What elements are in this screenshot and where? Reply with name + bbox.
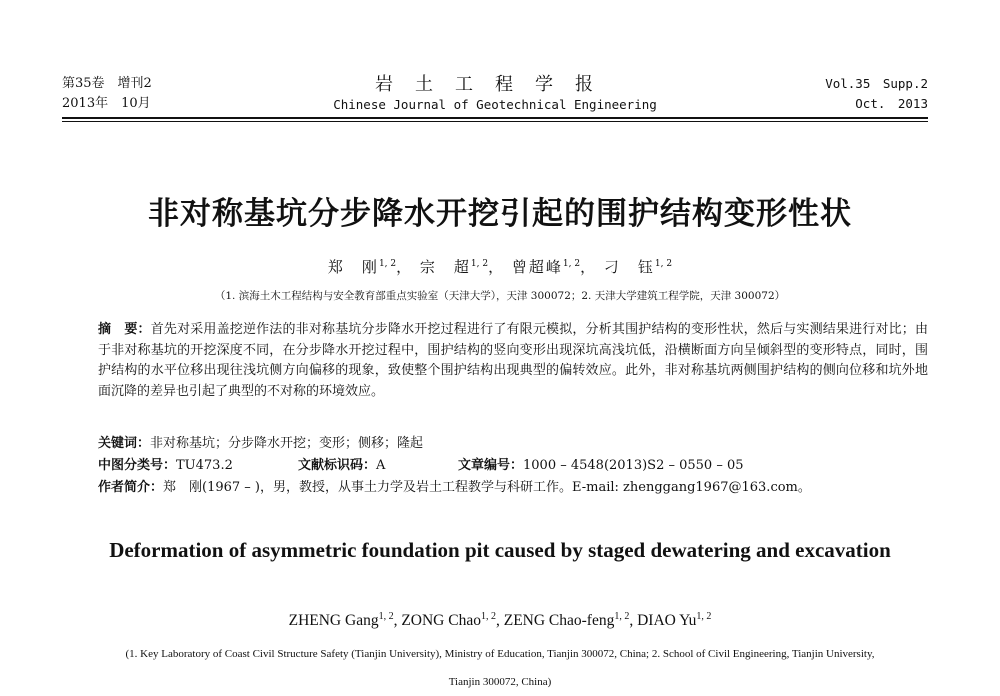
article-number-label: 文章编号：: [458, 458, 524, 473]
author-en: ZENG Chao-feng: [503, 612, 615, 630]
author-affiliation-mark: 1, 2: [696, 611, 712, 622]
clc-value: TU473.2: [176, 458, 233, 473]
author-en: ZONG Chao: [401, 612, 481, 630]
abstract-label: 摘 要：: [98, 322, 151, 337]
journal-name-en: Chinese Journal of Geotechnical Engineering: [333, 97, 657, 112]
volume-info-en: [825, 74, 928, 114]
affiliation-en: (1. Key Laboratory of Coast Civil Structure Safety (Tianjin University), Ministry of Education, Tianjin 300072, China; 2. School of Civil Engineering, Tianjin University, Tianjin 300072, China): [125, 648, 875, 688]
author-cn: 刁 钰: [603, 258, 655, 276]
classification-line: [98, 456, 928, 476]
author-affiliation-mark: 1, 2: [378, 259, 397, 269]
journal-name: [62, 74, 928, 114]
header-rule-thick: [62, 117, 928, 119]
author-cn: 曾超峰: [511, 258, 563, 276]
author-bio-label: 作者简介：: [98, 480, 164, 495]
author-cn: 宗 超: [419, 258, 471, 276]
paper-title-cn: 非对称基坑分步降水开挖引起的围护结构变形性状: [148, 196, 852, 232]
doc-code-value: A: [376, 458, 386, 473]
author-affiliation-mark: 1, 2: [562, 259, 581, 269]
abstract-cn: [98, 320, 928, 402]
volume-issue-en: Vol.35 Supp.2: [825, 76, 928, 91]
keywords-text: 非对称基坑；分步降水开挖；变形；侧移；隆起: [150, 436, 424, 451]
header-rule-thin: [62, 121, 928, 122]
abstract-text: 首先对采用盖挖逆作法的非对称基坑分步降水开挖过程进行了有限元模拟，分析其围护结构的变形性状，然后与实测结果进行对比；由于非对称基坑的开挖深度不同，在分步降水开挖过程中，围护结构的竖向变形出现深坑高浅坑低，沿横断面方向呈倾斜型的变形特点，同时，围护结构的水平位移出现往浅坑侧方向偏移的现象，致使整个围护结构出现典型的偏转效应。此外，非对称基坑两侧围护结构的侧向位移和坑外地面沉降的差异也引起了典型的不对称的环境效应。: [98, 322, 928, 399]
author-en: DIAO Yu: [637, 612, 697, 630]
issue-date-cn: 2013年 10月: [62, 96, 151, 111]
author-affiliation-mark: 1, 2: [470, 259, 489, 269]
author-list-cn: 郑 刚$^{1, 2}$， 宗 超$^{1, 2}$， 曾超峰$^{1, 2}$， 刁 钰$^{1, 2}$: [327, 258, 673, 276]
journal-name-cn: 岩土工程学报: [375, 74, 615, 95]
author-affiliation-mark: 1, 2: [654, 259, 673, 269]
issue-date-en: Oct. 2013: [855, 96, 928, 111]
keywords-label: 关键词：: [98, 436, 151, 451]
author-affiliation-mark: 1, 2: [614, 611, 630, 622]
keywords: [98, 434, 928, 454]
article-number-value: 1000 – 4548(2013)S2 – 0550 – 05: [523, 458, 744, 473]
author-list-en: ZHENG Gang$^{1, 2}$, ZONG Chao$^{1, 2}$, ZENG Chao-feng$^{1, 2}$, DIAO Yu$^{1, 2}$: [288, 611, 712, 630]
author-bio: [98, 478, 928, 498]
author-en: ZHENG Gang: [288, 612, 379, 630]
author-cn: 郑 刚: [327, 258, 379, 276]
author-affiliation-mark: 1, 2: [480, 611, 496, 622]
author-affiliation-mark: 1, 2: [378, 611, 394, 622]
volume-issue: 第35卷 增刊2: [62, 76, 152, 91]
doc-code-label: 文献标识码：: [298, 458, 377, 473]
clc-label: 中图分类号：: [98, 458, 177, 473]
paper-title-en: Deformation of asymmetric foundation pit caused by staged dewatering and excavation: [109, 538, 891, 562]
affiliation-cn: （1. 滨海土木工程结构与安全教育部重点实验室（天津大学），天津 300072；2. 天津大学建筑工程学院，天津 300072）: [214, 290, 786, 302]
author-bio-text: 郑 刚(1967 – )，男，教授，从事土力学及岩土工程教学与科研工作。E-mail: zhenggang1967@163.com。: [163, 480, 811, 495]
